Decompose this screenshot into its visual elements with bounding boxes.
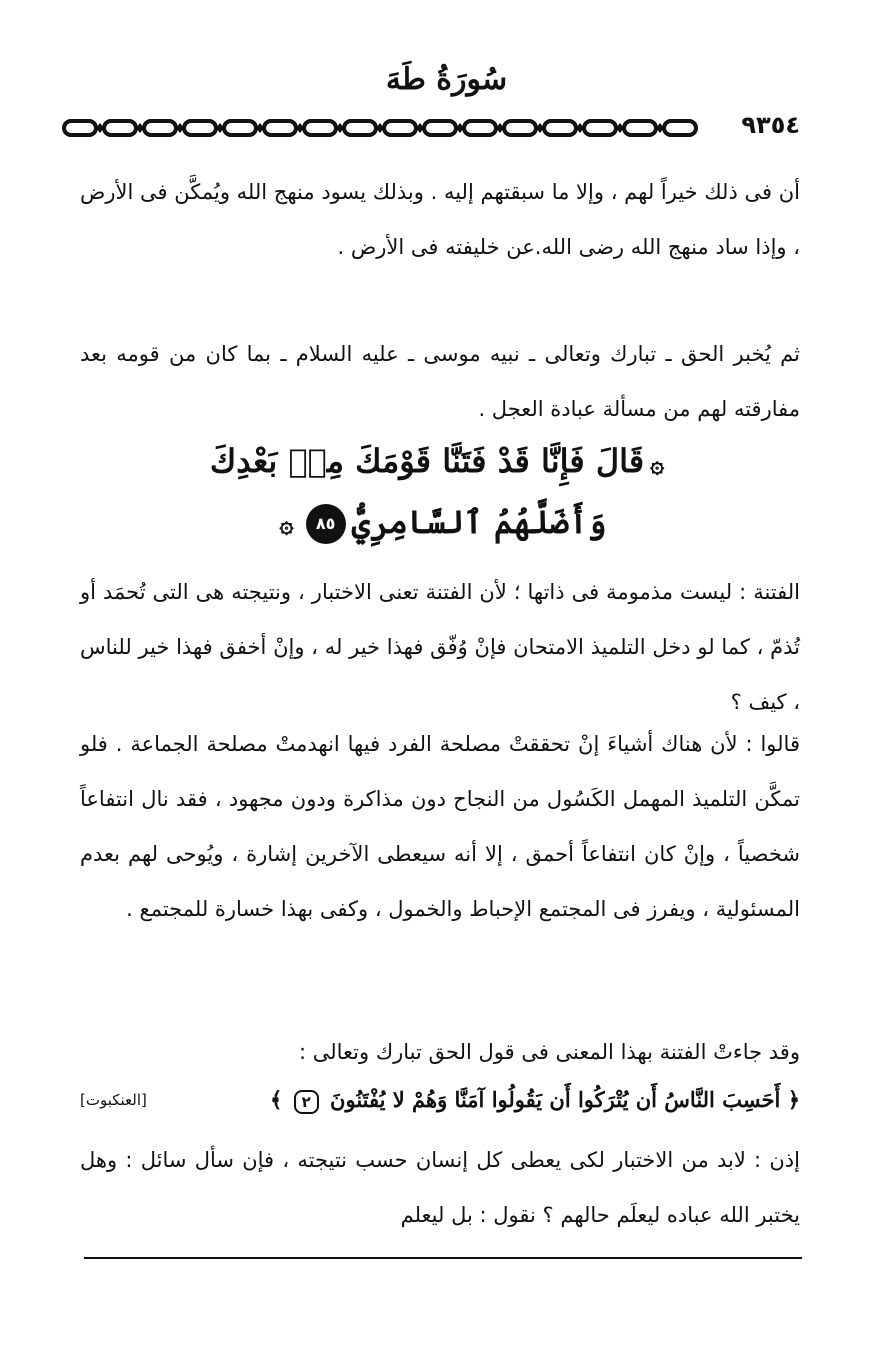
paragraph-3: الفتنة : ليست مذمومة فى ذاتها ؛ لأن الفتنة تعنى الاختبار ، ونتيجته هى التى تُحمَد أو تُذمّ ، كما لو دخل التلميذ الامتحان فإنْ وُفّق فهذا خير له ، وإنْ أخفق فهذا خير للناس ، كيف ؟ (80, 580, 800, 714)
paragraph-2: ثم يُخبر الحق ـ تبارك وتعالى ـ نبيه موسى ـ عليه السلام ـ بما كان من قومه بعد مفارقته لهم من مسألة عبادة العجل . (80, 342, 800, 421)
page-number: ٩٣٥٤ (741, 111, 800, 139)
chain-link (624, 121, 656, 135)
chain-link (384, 121, 416, 135)
quoted-verse-text: ﴿ أَحَسِبَ النَّاسُ أَن يُتْرَكُوا أَن يَقُولُوا آمَنَّا وَهُمْ لا يُفْتَنُونَ (330, 1087, 800, 1112)
paragraph-6: إذن : لابد من الاختبار لكى يعطى كل إنسان حسب نتيجته ، فإن سأل سائل : وهل يختبر الله عباده ليعلَم حالهم ؟ نقول : بل ليعلم (80, 1148, 800, 1227)
paragraph-4: قالوا : لأن هناك أشياءَ إنْ تحققتْ مصلحة الفرد فيها انهدمتْ مصلحة الجماعة . فلو تمكَّن التلميذ المهمل الكَسُول من النجاح دون مذاكرة ودون مجهود ، فقد نال انتفاعاً شخصياً ، وإنْ كان انتفاعاً أحمق ، إلا أنه سيعطى الآخرين إشارة ، ويُوحى لهم بعدم المسئولية ، ويفرز فى المجتمع الإحباط والخمول ، وكفى بهذا خسارة للمجتمع . (80, 732, 800, 921)
chain-link (344, 121, 376, 135)
chain-link (464, 121, 496, 135)
verse-line-1 (80, 432, 800, 493)
chain-link (144, 121, 176, 135)
chain-link (224, 121, 256, 135)
verse-text-1: قَالَ فَإِنَّا قَدْ فَتَنَّا قَوْمَكَ مِنۢ بَعْدِكَ (209, 442, 645, 480)
chain-link (424, 121, 456, 135)
surah-reference: [العنكبوت] (80, 1091, 147, 1109)
chain-link (104, 121, 136, 135)
verse-text-2: وَأَضَلَّهُمُ ٱلسَّامِرِيُّ (351, 502, 607, 541)
surah-title: سُورَةُ طَهَ (385, 62, 508, 97)
chain-link (504, 121, 536, 135)
chain-link (184, 121, 216, 135)
chain-link (304, 121, 336, 135)
quoted-verse-line (80, 1080, 800, 1120)
quoted-ayah-number: ٢ (294, 1090, 319, 1114)
chain-link (64, 121, 96, 135)
quoted-verse-close: ﴾ (269, 1087, 283, 1112)
chain-link (264, 121, 296, 135)
chain-link (664, 121, 696, 135)
paragraph-5: وقد جاءتْ الفتنة بهذا المعنى فى قول الحق تبارك وتعالى : (298, 1040, 800, 1064)
header-ornament-row (62, 111, 832, 142)
header-ornament-border (62, 116, 730, 140)
verse-open-ornament-icon: ۞ (650, 448, 665, 478)
verse-line-2 (80, 493, 800, 554)
quran-verse-block (80, 432, 800, 553)
verse-close-ornament-icon: ۞ (279, 509, 294, 538)
paragraph-1: أن فى ذلك خيراً لهم ، وإلا ما سبقتهم إليه . وبذلك يسود منهج الله ويُمكَّن فى الأرض ، وإذا ساد منهج الله رضى الله.عن خليفته فى الأرض . (80, 180, 800, 259)
chain-link (584, 121, 616, 135)
footer-divider (84, 1257, 802, 1259)
chain-link (544, 121, 576, 135)
ayah-number-badge: ٨٥ (306, 504, 346, 544)
